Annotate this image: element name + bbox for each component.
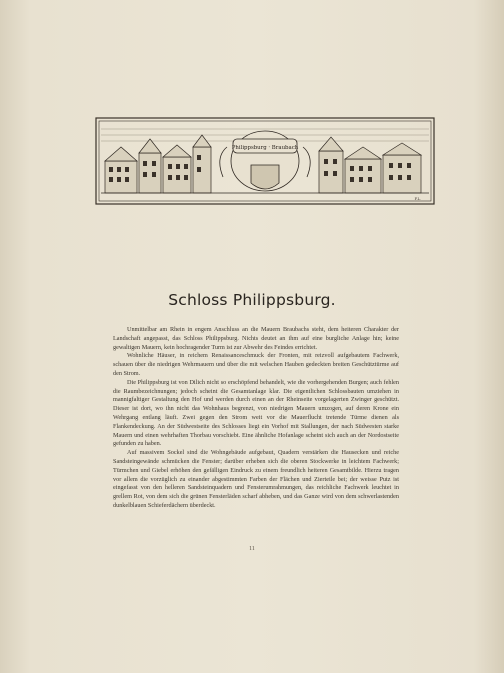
vignette-signature: F.L. xyxy=(414,197,421,201)
page-number: 11 xyxy=(249,546,255,552)
paragraph: Unmittelbar am Rhein in engem Anschluss an die Mauern Braubachs steht, dem heiteren Charakter der Landschaft angepasst, das Schloss Philippsburg. Nichts deutet an ihm auf eine burgliche Anlage hin; keine gewaltigen Mauern, kein hochragender Turm ist zur Abwehr des Feindes errichtet. xyxy=(113,326,399,351)
header-vignette-illustration xyxy=(95,117,435,205)
vignette-banner-text: Philippsburg · Braubach xyxy=(231,145,299,151)
paragraph: Die Philippsburg ist von Dilich nicht so erschöpfend behandelt, wie die vorhergehenden Burgen; auch fehlen die Raumbezeichnungen; jedoch scheint die Gesamtanlage klar. Die eigentlichen Schlossbauten umziehen in mannigfaltiger Gestaltung den Hof und werden durch einen an der Rheinseite vorgelagerten Zwinger geschützt. Dieser ist dort, wo ihn nicht das Wohnhaus begrenzt, von niedrigen Mauern umzogen, auf deren Krone ein Wehrgang entlang läuft. Zwei gegen den Strom weit vor die Mauerflucht tretende Türme dienen als Flankendeckung. An der Südwestseite des Schlosses liegt ein Vorhof mit Stallungen, der nach Südwesten starke Mauern und einen wehrhaften Thorbau vorschiebt. Eine ähnliche Hofanlage scheint sich auch an der Nordostseite gefunden zu haben. xyxy=(113,378,399,448)
paragraph: Wohnliche Häuser, in reichem Renaissanceschmuck der Fronten, mit reizvoll aufgebautem Fachwerk, schauen über die niedrigen Wehrmauern und über die mit welschen Hauben gedeckten breiten Geschütztürme auf den Strom. xyxy=(113,352,399,377)
paragraph: Auf massivem Sockel sind die Wohngebäude aufgebaut, Quadern verstärken die Hausecken und reiche Sandsteingewände schmücken die Fenster; darüber erheben sich die oberen Stockwerke in leichtem Fachwerk; Türmchen und Giebel erhöhen den gefälligen Eindruck zu einem freundlich heiteren Gesamtbilde. Hierzu tragen vor allem die vorzüglich zu einander abgestimmten Farben der Flächen und Zierteile bei; der weisse Putz ist eingefasst von den helleren Sandsteinquadern und Fensterumrahmungen, das reichliche Fachwerk leuchtet in grellem Rot, von dem sich die grünen Fensterläden scharf abheben, und das Ganze wird von dem schwerlastenden dunkelblauen Schieferdächern überdeckt. xyxy=(113,449,399,509)
article-body xyxy=(113,326,399,511)
castle-engraving xyxy=(95,117,435,205)
page-title: Schloss Philippsburg. xyxy=(168,291,336,309)
